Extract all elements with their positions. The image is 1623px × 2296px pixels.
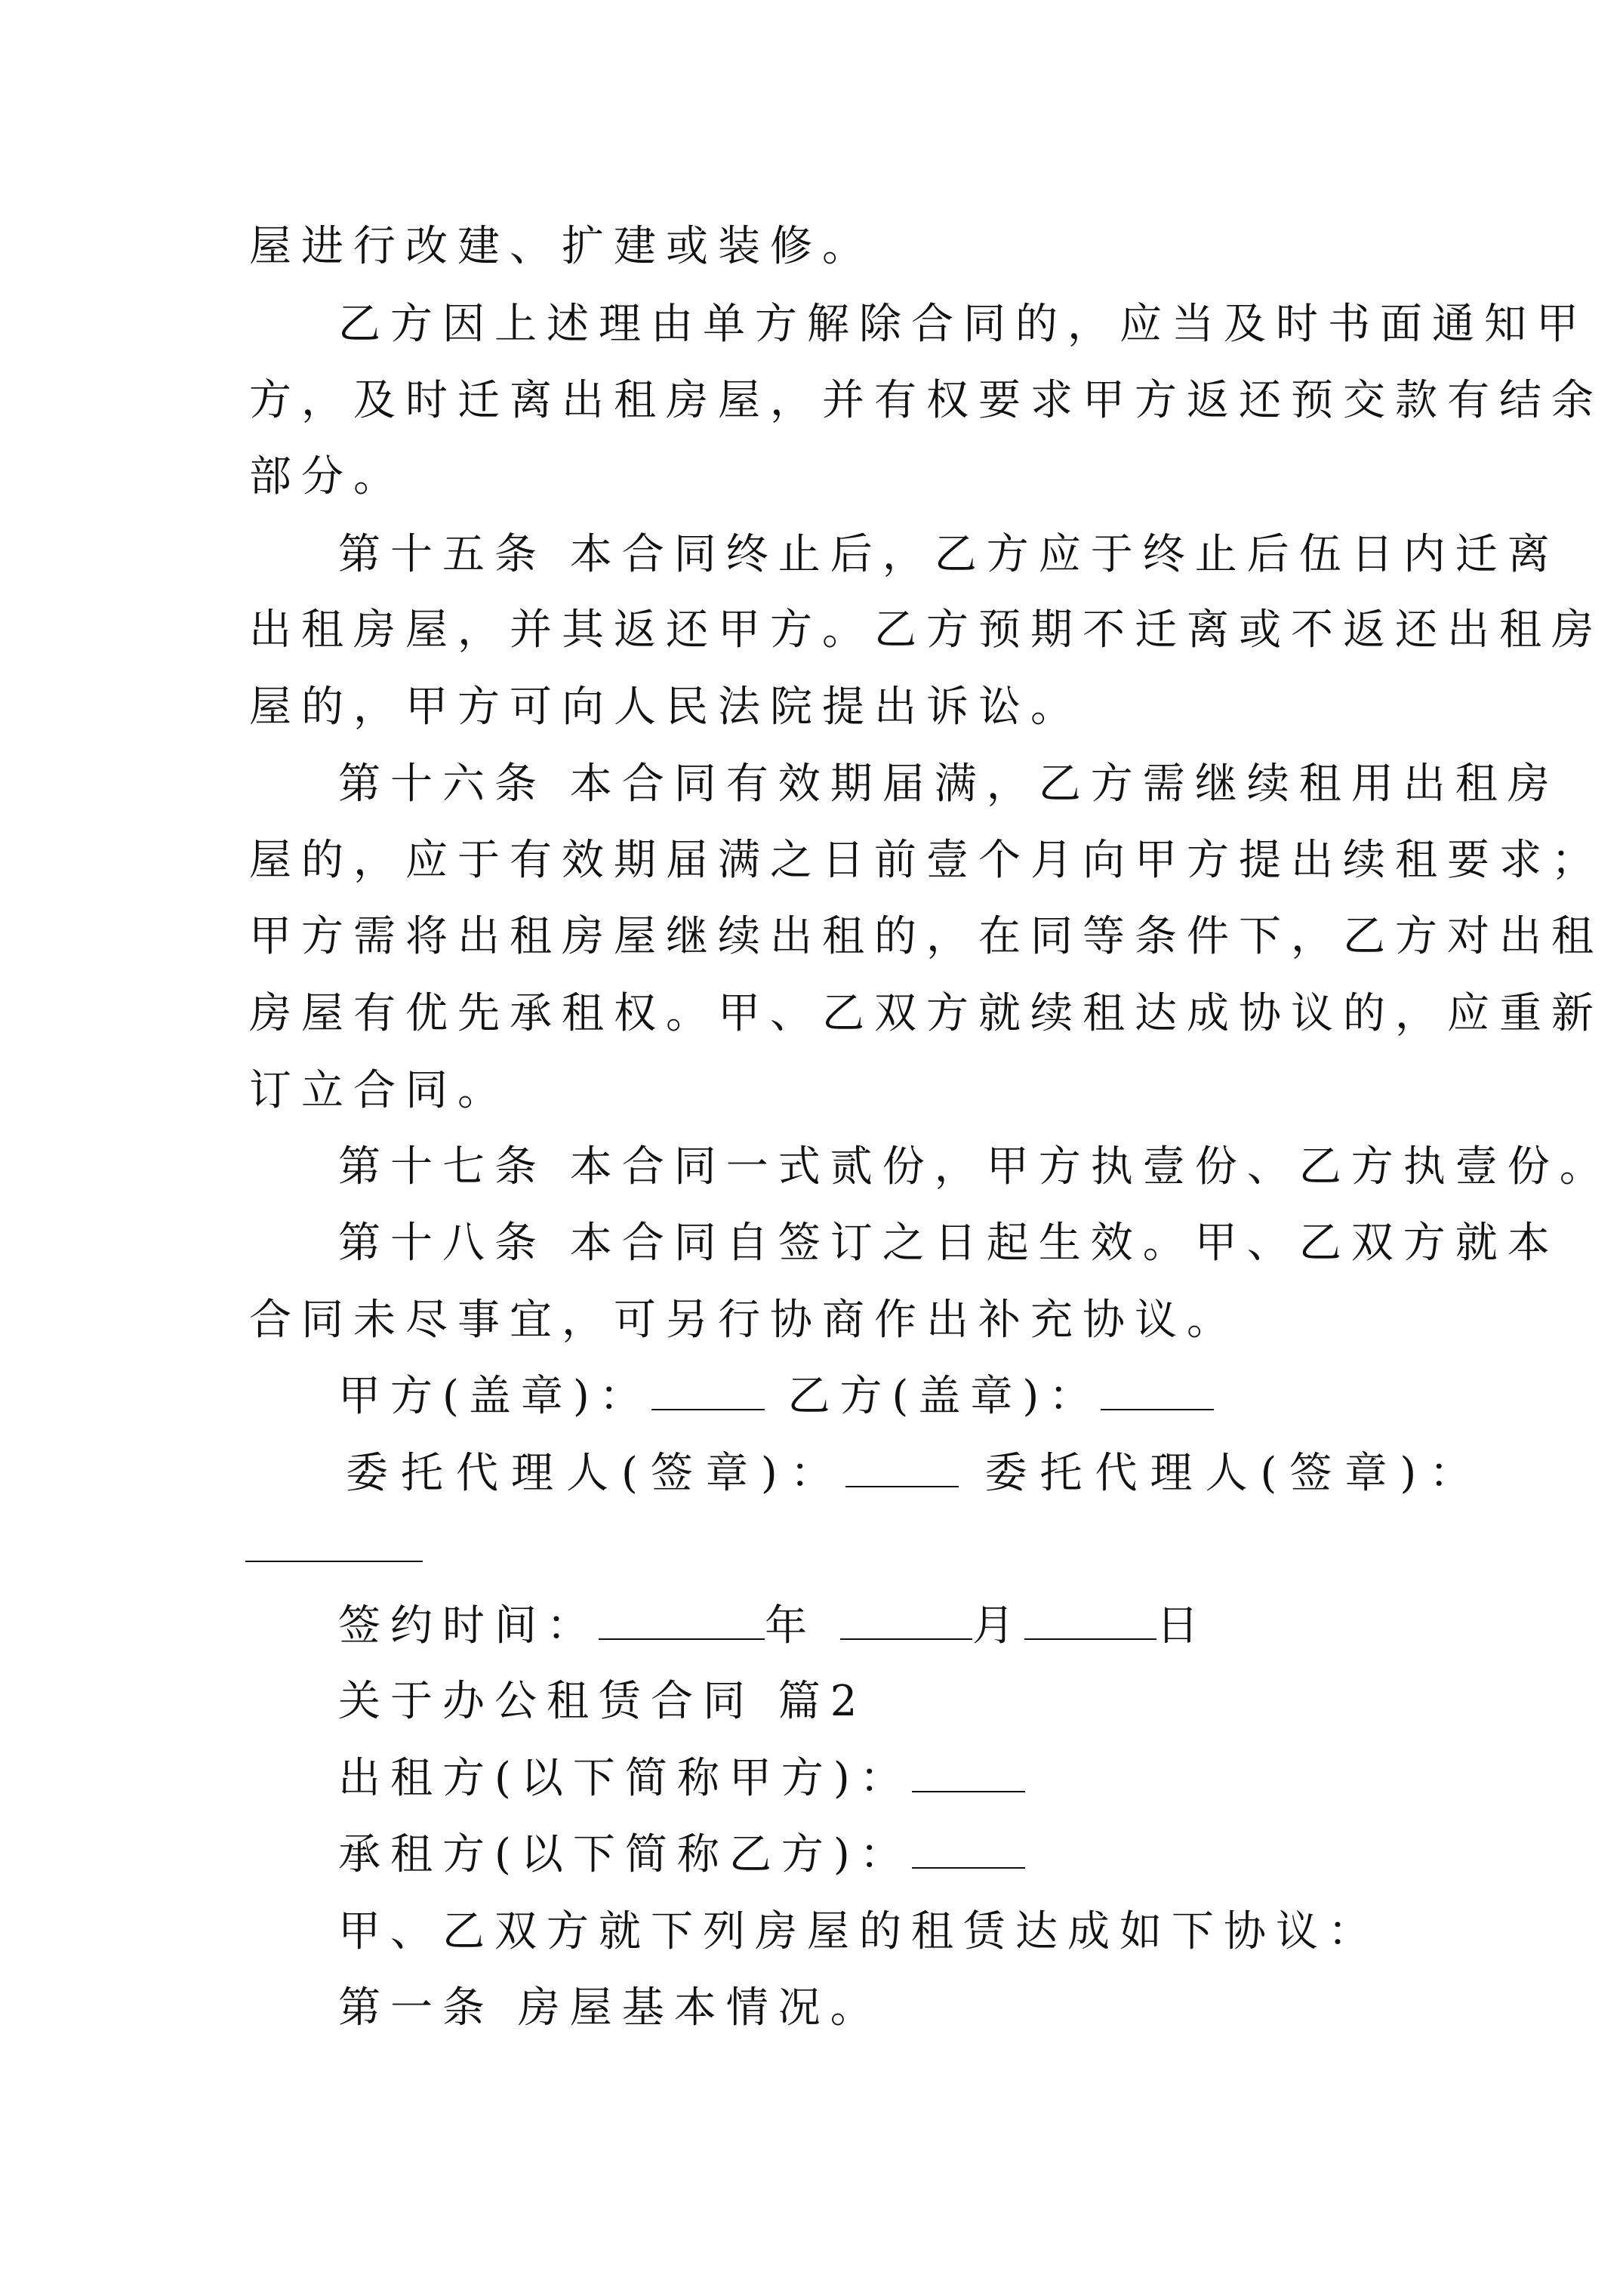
body-line: 房屋有优先承租权。甲、乙双方就续租达成协议的，应重新 bbox=[249, 989, 1603, 1038]
party-b-seal-label: 乙方(盖章)： bbox=[787, 1372, 1101, 1421]
lessor-blank bbox=[912, 1755, 1025, 1792]
agent-b-sign-label: 委托代理人(签章)： bbox=[984, 1449, 1485, 1498]
signing-date-label: 签约时间： bbox=[338, 1601, 599, 1650]
body-line: 第十八条 本合同自签订之日起生效。甲、乙双方就本 bbox=[338, 1219, 1560, 1268]
body-line: 订立合同。 bbox=[249, 1066, 510, 1115]
agent-a-sign-label: 委托代理人(签章)： bbox=[346, 1449, 845, 1498]
agent-a-sign-blank bbox=[845, 1450, 959, 1487]
body-line: 乙方因上述理由单方解除合同的，应当及时书面通知甲 bbox=[338, 300, 1588, 349]
signing-date-line bbox=[338, 1600, 1209, 1653]
party-signature-line bbox=[338, 1370, 1214, 1423]
body-line: 第十六条 本合同有效期届满，乙方需继续租用出租房 bbox=[338, 760, 1560, 809]
agreement-line: 甲、乙双方就下列房屋的租赁达成如下协议： bbox=[338, 1907, 1380, 1956]
body-line: 合同未尽事宜，可另行协商作出补充协议。 bbox=[249, 1296, 1239, 1345]
party-b-seal-blank bbox=[1101, 1373, 1214, 1410]
day-label: 日 bbox=[1156, 1601, 1209, 1650]
body-line: 屋的，应于有效期届满之日前壹个月向甲方提出续租要求； bbox=[249, 836, 1603, 885]
body-line: 部分。 bbox=[249, 452, 405, 501]
agent-signature-line bbox=[346, 1447, 1484, 1500]
body-line: 屋的，甲方可向人民法院提出诉讼。 bbox=[249, 683, 1083, 732]
month-blank bbox=[840, 1602, 972, 1640]
lessee-line bbox=[338, 1829, 1025, 1881]
lessor-label: 出租方(以下简称甲方)： bbox=[338, 1754, 912, 1803]
body-line: 甲方需将出租房屋继续出租的，在同等条件下，乙方对出租 bbox=[249, 912, 1603, 961]
body-line: 屋进行改建、扩建或装修。 bbox=[249, 222, 874, 271]
party-a-seal-blank bbox=[651, 1373, 765, 1410]
year-blank bbox=[599, 1602, 765, 1640]
agent-b-sign-blank bbox=[245, 1561, 423, 1562]
lessee-label: 承租方(以下简称乙方)： bbox=[338, 1830, 912, 1879]
body-line: 方，及时迁离出租房屋，并有权要求甲方返还预交款有结余 bbox=[249, 376, 1603, 425]
lessor-line bbox=[338, 1752, 1025, 1805]
section-title: 关于办公租赁合同 篇2 bbox=[338, 1677, 867, 1726]
month-label: 月 bbox=[972, 1601, 1024, 1650]
party-a-seal-label: 甲方(盖章)： bbox=[338, 1372, 651, 1421]
year-label: 年 bbox=[765, 1601, 817, 1650]
article-one-line: 第一条 房屋基本情况。 bbox=[338, 1983, 882, 2032]
lessee-blank bbox=[912, 1831, 1025, 1869]
body-line: 第十七条 本合同一式贰份，甲方执壹份、乙方执壹份。 bbox=[338, 1142, 1612, 1191]
body-line: 出租房屋，并其返还甲方。乙方预期不迁离或不返还出租房 bbox=[249, 606, 1603, 655]
day-blank bbox=[1024, 1602, 1156, 1640]
body-line: 第十五条 本合同终止后，乙方应于终止后伍日内迁离 bbox=[338, 530, 1560, 579]
